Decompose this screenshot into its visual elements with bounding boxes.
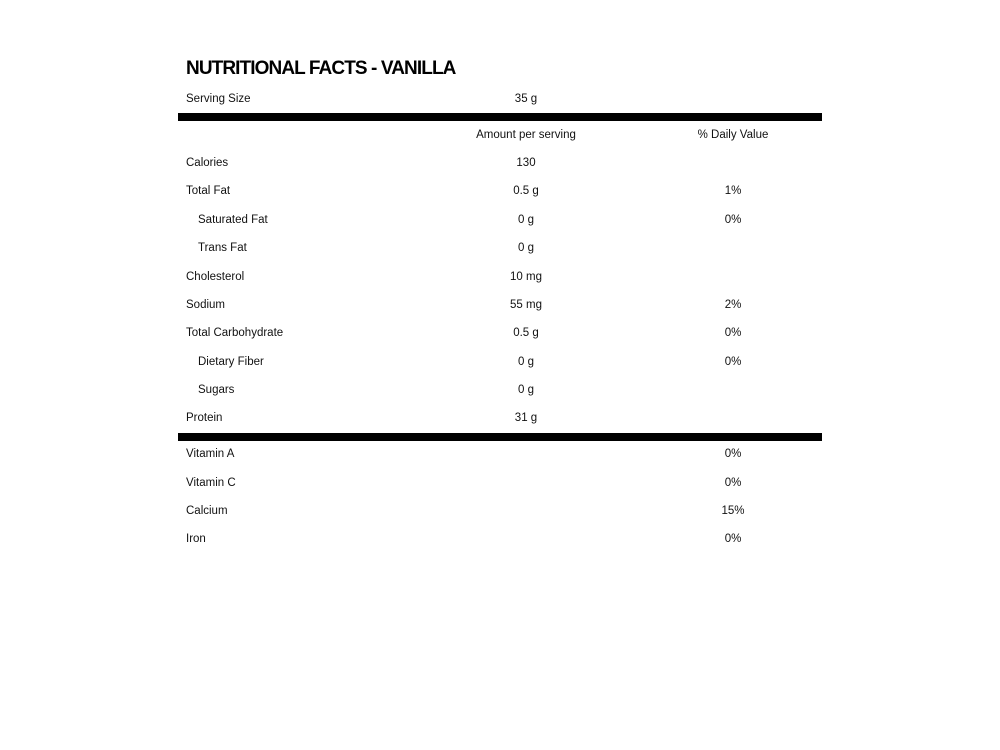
nutrient-daily-value: 1% [724, 185, 742, 197]
nutrient-daily-value: 2% [724, 299, 742, 311]
vitamin-daily-value: 0% [724, 533, 742, 545]
thick-divider-bottom [178, 433, 822, 441]
vitamin-daily-value: 0% [724, 448, 742, 460]
nutrient-name: Total Fat [186, 185, 231, 197]
serving-size-row [0, 89, 1000, 109]
nutrient-row-total-fat [0, 181, 1000, 201]
nutrient-amount: 0 g [518, 242, 534, 254]
vitamin-row-iron [0, 529, 1000, 549]
nutrient-amount: 0.5 g [513, 327, 539, 339]
nutrient-name: Protein [186, 412, 223, 424]
nutrient-name: Sodium [186, 299, 225, 311]
nutrient-daily-value: 0% [724, 327, 742, 339]
nutrient-amount: 10 mg [510, 271, 542, 283]
nutrient-name: Calories [186, 157, 229, 169]
nutrient-daily-value: 0% [724, 356, 742, 368]
serving-size-value: 35 g [514, 93, 538, 105]
nutrient-amount: 0 g [518, 214, 534, 226]
nutrient-row-calories [0, 153, 1000, 173]
nutrient-name: Sugars [198, 384, 235, 396]
nutrient-row-trans-fat [0, 238, 1000, 258]
vitamin-daily-value: 0% [724, 477, 742, 489]
nutrient-daily-value: 0% [724, 214, 742, 226]
vitamin-name: Iron [186, 533, 206, 545]
nutrient-row-total-carbohydrate [0, 323, 1000, 343]
nutrient-amount: 0 g [518, 384, 534, 396]
nutrient-row-sugars [0, 380, 1000, 400]
vitamin-row-vitamin-a [0, 444, 1000, 464]
nutrient-amount: 55 mg [510, 299, 542, 311]
nutrient-name: Saturated Fat [198, 214, 268, 226]
nutrient-row-protein [0, 408, 1000, 428]
amount-per-serving-header: Amount per serving [476, 129, 576, 141]
nutrient-name: Total Carbohydrate [186, 327, 284, 339]
vitamin-daily-value: 15% [721, 505, 745, 517]
vitamin-row-vitamin-c [0, 473, 1000, 493]
page-title: NUTRITIONAL FACTS - VANILLA [186, 58, 456, 79]
nutrient-row-saturated-fat [0, 210, 1000, 230]
nutrient-name: Dietary Fiber [198, 356, 264, 368]
nutrient-amount: 130 [516, 157, 536, 169]
nutrient-row-cholesterol [0, 267, 1000, 287]
vitamin-name: Vitamin C [186, 477, 236, 489]
nutrient-row-dietary-fiber [0, 352, 1000, 372]
nutrient-name: Trans Fat [198, 242, 247, 254]
nutrient-amount: 0 g [518, 356, 534, 368]
column-header-row [0, 125, 1000, 145]
nutrient-name: Cholesterol [186, 271, 245, 283]
thick-divider-top [178, 113, 822, 121]
vitamin-name: Calcium [186, 505, 228, 517]
nutrient-amount: 31 g [514, 412, 538, 424]
nutrient-row-sodium [0, 295, 1000, 315]
serving-size-label: Serving Size [186, 93, 251, 105]
vitamin-name: Vitamin A [186, 448, 235, 460]
nutrient-amount: 0.5 g [513, 185, 539, 197]
vitamin-row-calcium [0, 501, 1000, 521]
daily-value-header: % Daily Value [697, 129, 769, 141]
